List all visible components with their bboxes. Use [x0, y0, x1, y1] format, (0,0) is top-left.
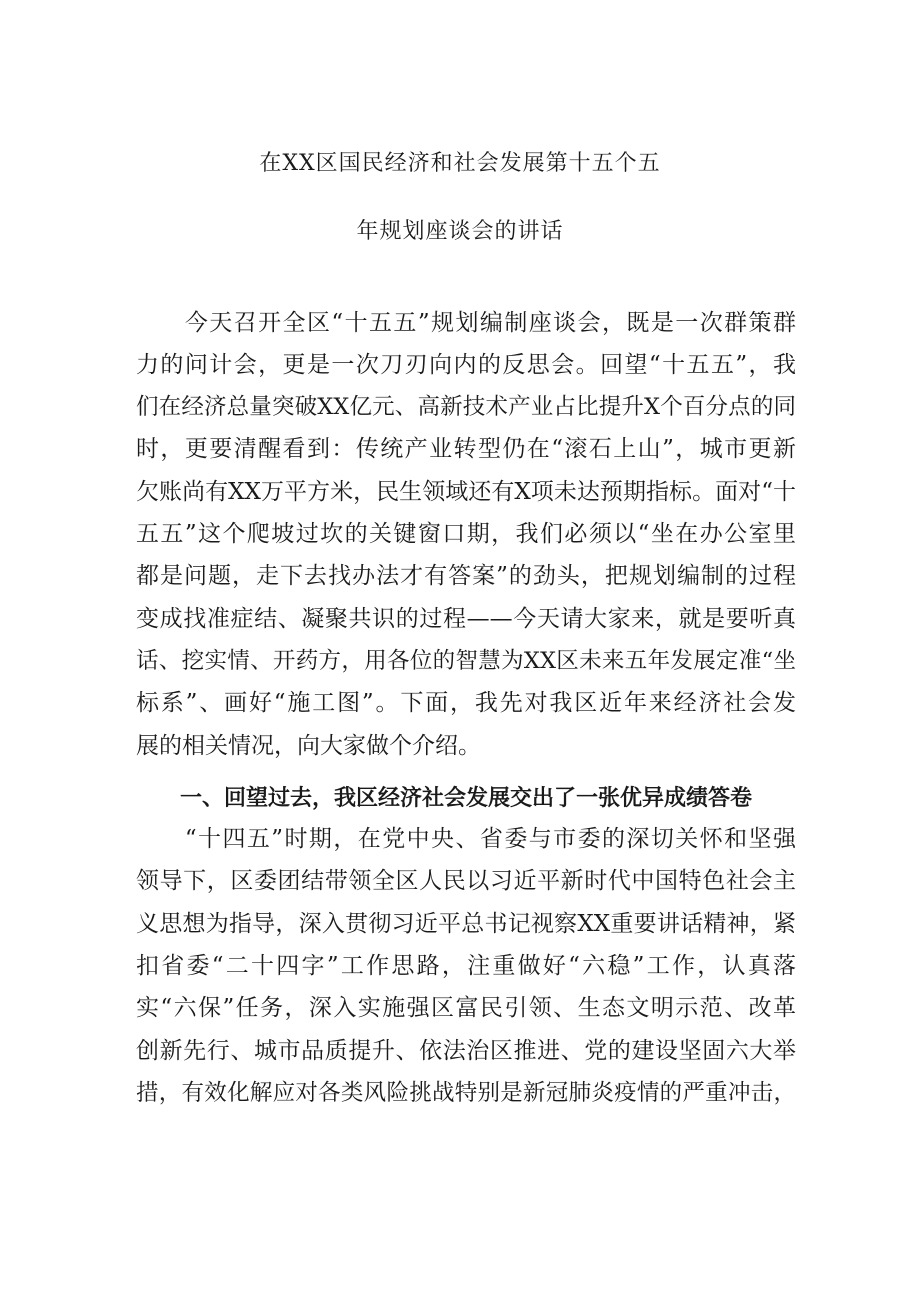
paragraph-line: 今天召开全区“十五五”规划编制座谈会，既是一次群策群: [136, 310, 796, 336]
paragraph-line: 扣省委“二十四字”工作思路，注重做好“六稳”工作，认真落: [136, 953, 796, 979]
paragraph-line: 力的问计会，更是一次刀刃向内的反思会。回望“十五五”，我: [136, 352, 796, 378]
document-title-line-2: 年规划座谈会的讲话: [356, 219, 564, 244]
paragraph-line: 领导下，区委团结带领全区人民以习近平新时代中国特色社会主: [136, 868, 796, 894]
paragraph-line: 创新先行、城市品质提升、依法治区推进、党的建设坚固六大举: [136, 1038, 796, 1064]
paragraph-line: 标系”、画好“施工图”。下面，我先对我区近年来经济社会发: [136, 690, 796, 716]
paragraph-line: 时，更要清醒看到：传统产业转型仍在“滚石上山”，城市更新: [136, 436, 796, 462]
paragraph-line: 措，有效化解应对各类风险挑战特别是新冠肺炎疫情的严重冲击，: [136, 1080, 796, 1106]
paragraph-line: 变成找准症结、凝聚共识的过程——今天请大家来，就是要听真: [136, 606, 796, 632]
paragraph-line: 欠账尚有XX万平方米，民生领域还有X项未达预期指标。面对“十: [136, 479, 796, 505]
paragraph-line: 实“六保”任务，深入实施强区富民引领、生态文明示范、改革: [136, 995, 796, 1021]
paragraph-line: 们在经济总量突破XX亿元、高新技术产业占比提升X个百分点的同: [136, 394, 796, 420]
paragraph-line: 五五”这个爬坡过坎的关键窗口期，我们必须以“坐在办公室里: [136, 521, 796, 547]
paragraph-line: “十四五”时期，在党中央、省委与市委的深切关怀和坚强: [136, 826, 796, 852]
paragraph-line: 展的相关情况，向大家做个介绍。: [136, 733, 481, 759]
paragraph-line: 都是问题，走下去找办法才有答案”的劲头，把规划编制的过程: [136, 563, 796, 589]
document-title-line-1: 在XX区国民经济和社会发展第十五个五: [259, 151, 661, 176]
paragraph-line: 义思想为指导，深入贯彻习近平总书记视察XX重要讲话精神，紧: [136, 911, 796, 937]
section-heading: 一、回望过去，我区经济社会发展交出了一张优异成绩答卷: [136, 786, 753, 811]
paragraph-line: 话、挖实情、开药方，用各位的智慧为XX区未来五年发展定准“坐: [136, 648, 796, 674]
